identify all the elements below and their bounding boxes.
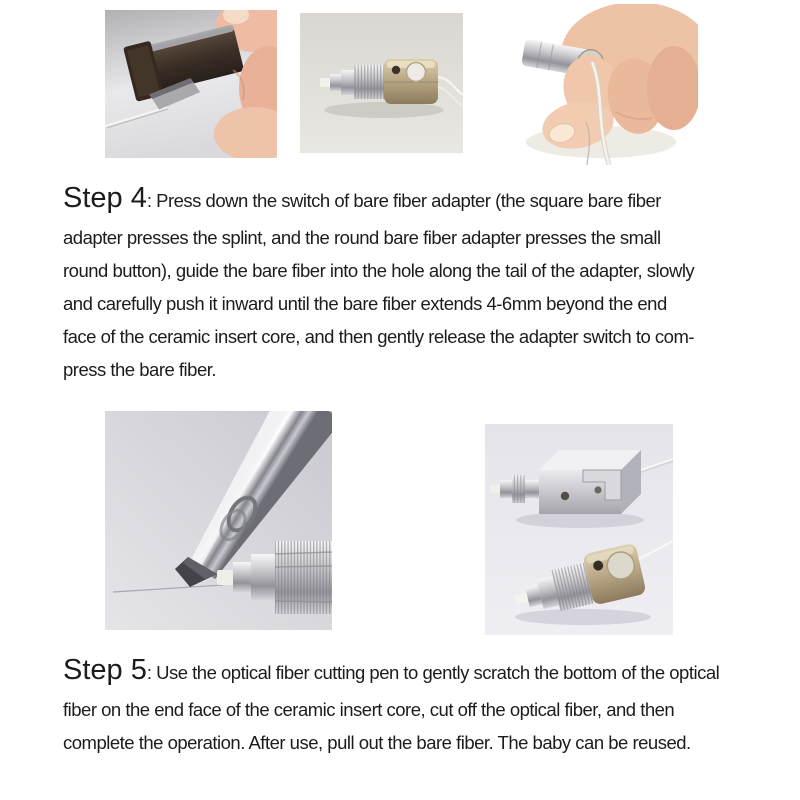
- step4-line-5: face of the ceramic insert core, and then gently release the adapter switch to com-: [63, 326, 695, 347]
- photo-cutting-pen-ferrule: [105, 411, 332, 630]
- step5-line-3: complete the operation. After use, pull out the bare fiber. The baby can be reused.: [63, 732, 691, 753]
- photo-square-adapter-hand: [105, 10, 277, 158]
- step5-text: Use the optical fiber cutting pen to gently scratch the bottom of the optical: [156, 662, 720, 683]
- step5-separator: :: [146, 662, 157, 683]
- step5-heading: Step 5: [63, 654, 147, 686]
- step5-line-1: [63, 650, 763, 693]
- step4-heading: Step 4: [63, 182, 147, 214]
- step4-separator: :: [146, 190, 157, 211]
- step4-line-4: and carefully push it inward until the bare fiber extends 4-6mm beyond the end: [63, 293, 667, 314]
- step4-line-1: [63, 178, 763, 221]
- step4-line-6: press the bare fiber.: [63, 359, 217, 380]
- tail-hole-shape: [392, 66, 400, 74]
- step5-paragraph: [63, 650, 763, 759]
- step4-text: Press down the switch of bare fiber adapter (the square bare fiber: [156, 190, 661, 211]
- photo-fiber-insertion-hand: [516, 4, 698, 165]
- photo-round-adapter-table: [300, 13, 463, 153]
- step4-line-2: adapter presses the splint, and the round bare fiber adapter presses the small: [63, 227, 661, 248]
- ceramic-ferrule-shape: [217, 570, 234, 585]
- step5-line-2: fiber on the end face of the ceramic insert core, cut off the optical fiber, and then: [63, 699, 675, 720]
- step4-paragraph: [63, 178, 763, 386]
- step4-line-3: round button), guide the bare fiber into the hole along the tail of the adapter, slowly: [63, 260, 695, 281]
- round-button-shape: [407, 63, 426, 82]
- ceramic-ferrule-shape: [490, 485, 500, 493]
- photo-two-adapters: [485, 424, 673, 635]
